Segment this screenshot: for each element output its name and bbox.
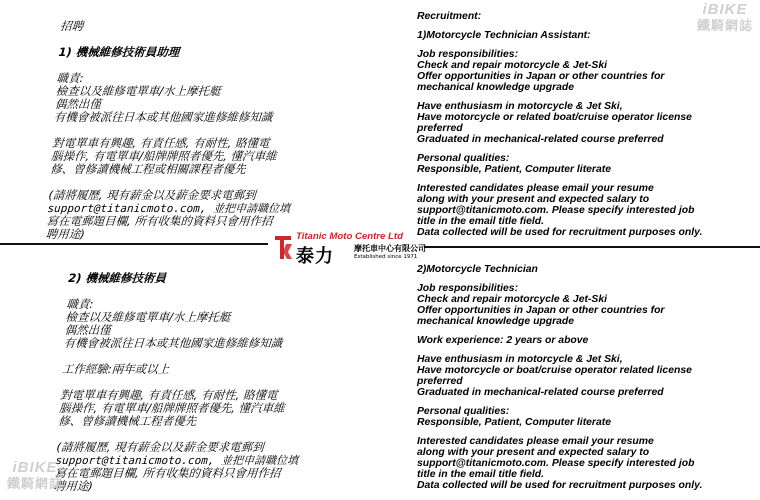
duty-line: 檢查以及維修電單車/水上摩托艇 [55, 84, 222, 98]
apply-line: title in the email title field. [417, 469, 545, 480]
apply-line: along with your present and expected salary to [417, 194, 650, 205]
resp-line: mechanical knowledge upgrade [417, 82, 575, 93]
company-logo [272, 230, 426, 267]
apply-line: (請將履歷, 現有薪金以及薪金要求電郵到 [56, 440, 265, 454]
requirement-line: 腦操作, 有電單車/船牌牌照者優先, 懂汽車維 [58, 401, 286, 415]
apply-line: Interested candidates please email your resume [417, 436, 654, 447]
qual-line: Responsible, Patient, Computer literate [417, 417, 611, 428]
resp-line: Check and repair motorcycle & Jet-Ski [417, 60, 607, 71]
resp-line: Offer opportunities in Japan or other countries for [417, 305, 665, 316]
requirement-line: 修、曾修讀機械工程或相關課程者優先 [49, 162, 247, 176]
resp-line: Check and repair motorcycle & Jet-Ski [417, 294, 607, 305]
recruit-heading-en: Recruitment: [417, 11, 482, 22]
req-line: Have enthusiasm in motorcycle & Jet Ski, [417, 354, 623, 365]
req-line: Have motorcycle or boat/cruise operator related license [417, 365, 692, 376]
position1-title-zh: 1) 機械維修技術員助理 [57, 45, 180, 59]
duty-line: 偶然出僅 [54, 97, 102, 111]
company-subtitle-zh: 摩托車中心有限公司 [354, 244, 426, 253]
requirement-line: 對電單車有興趣, 有責任感, 有耐性, 賂懂電 [51, 136, 271, 150]
resp-line: Job responsibilities: [417, 49, 519, 60]
apply-line: 寫在電郵題目欄, 所有收集的資料只會用作招 [46, 214, 273, 228]
company-name-zh: 泰力 [296, 246, 334, 267]
position1-title-en: 1)Motorcycle Technician Assistant: [417, 30, 591, 41]
divider-right [424, 246, 760, 248]
qual-line: Personal qualities: [417, 406, 510, 417]
position2-title-en: 2)Motorcycle Technician [417, 264, 538, 275]
watermark-text: 鐵騎網誌 [6, 476, 63, 491]
qual-line: Personal qualities: [417, 153, 510, 164]
apply-email-line: support@titanicmoto.com, 並把申請職位填 [55, 454, 299, 467]
requirement-line: 修、曾修讀機械工程者優先 [57, 414, 197, 428]
duties-label-zh: 職責: [56, 71, 85, 85]
req-line: preferred [417, 376, 463, 387]
company-name-en: Titanic Moto Centre Ltd [296, 231, 403, 242]
duty-line: 檢查以及維修電單車/水上摩托艇 [65, 310, 231, 324]
watermark-top-right [692, 2, 758, 40]
position2-title-zh: 2) 機械維修技術員 [67, 271, 167, 285]
requirement-line: 腦操作, 有電單車/船牌牌照者優先, 懂汽車維 [50, 149, 278, 163]
experience-en: Work experience: 2 years or above [417, 335, 589, 346]
watermark-text: iBIKE [12, 459, 58, 476]
divider-left [0, 243, 268, 245]
experience-zh: 工作經驗:兩年或以上 [61, 362, 170, 376]
left-top-section [45, 20, 320, 241]
watermark-bottom-left [2, 460, 68, 498]
resp-line: Job responsibilities: [417, 283, 519, 294]
left-bottom-section [53, 272, 328, 493]
apply-line: title in the email title field. [417, 216, 545, 227]
qual-line: Responsible, Patient, Computer literate [417, 164, 611, 175]
apply-line: Data collected will be used for recruitment purposes only. [417, 227, 703, 238]
apply-line: (請將履歷, 現有薪金以及薪金要求電郵到 [48, 188, 257, 202]
req-line: Have enthusiasm in motorcycle & Jet Ski, [417, 101, 623, 112]
apply-line: Interested candidates please email your resume [417, 183, 654, 194]
apply-line: 聘用途) [45, 227, 86, 241]
resp-line: Offer opportunities in Japan or other countries for [417, 71, 665, 82]
company-established: Established since 1971 [354, 254, 418, 260]
resp-line: mechanical knowledge upgrade [417, 316, 575, 327]
req-line: Graduated in mechanical-related course preferred [417, 387, 664, 398]
req-line: Have motorcycle or related boat/cruise operator license [417, 112, 692, 123]
watermark-text: iBIKE [702, 1, 748, 18]
req-line: Graduated in mechanical-related course preferred [417, 134, 664, 145]
apply-line: 聘用途) [53, 479, 94, 493]
right-bottom-section [417, 264, 755, 491]
requirement-line: 對電單車有興趣, 有責任感, 有耐性, 賂懂電 [59, 388, 279, 402]
watermark-text: 鐵騎網誌 [696, 18, 753, 33]
apply-line: 寫在電郵題目欄, 所有收集的資料只會用作招 [54, 466, 281, 480]
company-logo-mark-icon [272, 232, 294, 262]
apply-email-line: support@titanicmoto.com, 並把申請職位填 [47, 202, 291, 215]
duty-line: 有機會被派往日本或其他國家進修維修知識 [63, 336, 283, 350]
req-line: preferred [417, 123, 463, 134]
apply-line: along with your present and expected salary to [417, 447, 650, 458]
apply-line: support@titanicmoto.com. Please specify interested job [417, 205, 695, 216]
apply-line: support@titanicmoto.com. Please specify interested job [417, 458, 695, 469]
duty-line: 偶然出僅 [64, 323, 112, 337]
recruit-heading-zh: 招聘 [59, 19, 84, 33]
duties-label-zh: 職責: [65, 297, 94, 311]
right-top-section [417, 11, 755, 238]
duty-line: 有機會被派往日本或其他國家進修維修知識 [53, 110, 273, 124]
apply-line: Data collected will be used for recruitment purposes only. [417, 480, 703, 491]
